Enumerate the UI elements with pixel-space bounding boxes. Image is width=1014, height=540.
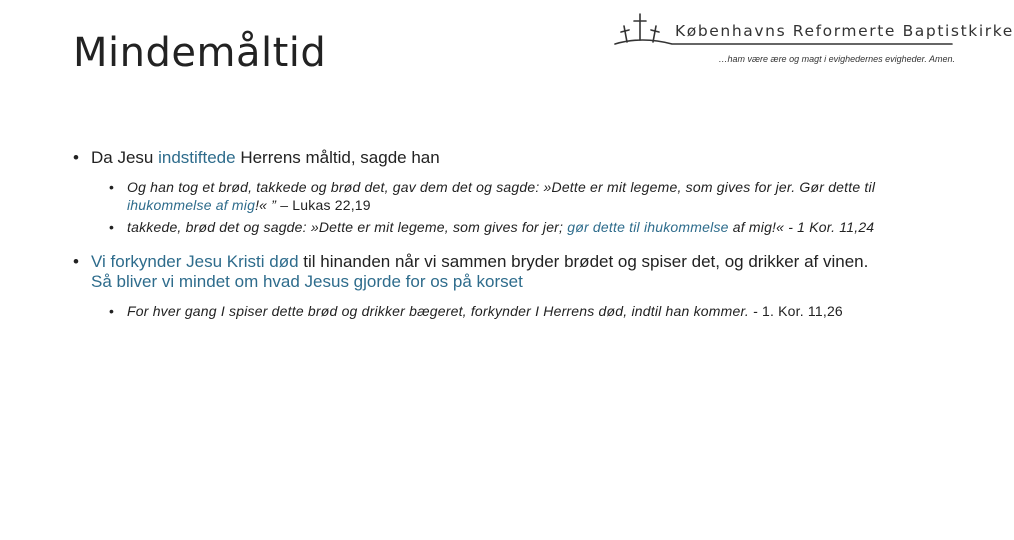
- highlighted-text: ihukommelse af mig: [127, 197, 256, 213]
- bullet-text: af mig!« - 1 Kor. 11,24: [728, 219, 875, 235]
- church-tagline: …ham være ære og magt i evighedernes evigheder. Amen.: [718, 54, 955, 64]
- bullet-text: 1. Kor. 11,26: [761, 303, 843, 319]
- sub-bullet-item: [109, 218, 893, 236]
- bullet-text: Og han tog et brød, takkede og brød det, gav dem det og sagde: »Dette er mit legeme, som gives for jer. Gør dette til: [127, 179, 876, 195]
- highlighted-text: Vi forkynder Jesu Kristi død: [91, 252, 299, 271]
- spacer: [73, 240, 893, 252]
- spacer: [73, 324, 893, 336]
- bullet-text: til hinanden når vi sammen bryder brødet og spiser det, og drikker af vinen.: [298, 252, 869, 271]
- slide-title: Mindemåltid: [73, 30, 327, 76]
- church-name: Københavns Reformerte Baptistkirke: [675, 22, 1014, 40]
- sub-bullet-item: [109, 302, 893, 320]
- bullet-text: For hver gang I spiser dette brød og drikker bægeret, forkynder I Herrens død, indtil han kommer. -: [127, 303, 762, 319]
- highlighted-text: gør dette til ihukommelse: [567, 219, 729, 235]
- bullet-text: Herrens måltid, sagde han: [235, 148, 440, 167]
- bullet-item: [73, 148, 893, 168]
- bullet-text: !« ” –: [255, 197, 293, 213]
- highlighted-text: Så bliver vi mindet om hvad Jesus gjorde for os på korset: [91, 272, 523, 291]
- church-logo: [612, 10, 1014, 70]
- bullet-text: Lukas 22,19: [292, 197, 371, 213]
- bullet-text: takkede, brød det og sagde: »Dette er mit legeme, som gives for jer;: [127, 219, 568, 235]
- bullet-item: [73, 252, 893, 292]
- sub-bullet-item: [109, 178, 893, 214]
- highlighted-text: indstiftede: [158, 148, 236, 167]
- bullet-text: Da Jesu: [91, 148, 159, 167]
- slide-content: [73, 148, 893, 336]
